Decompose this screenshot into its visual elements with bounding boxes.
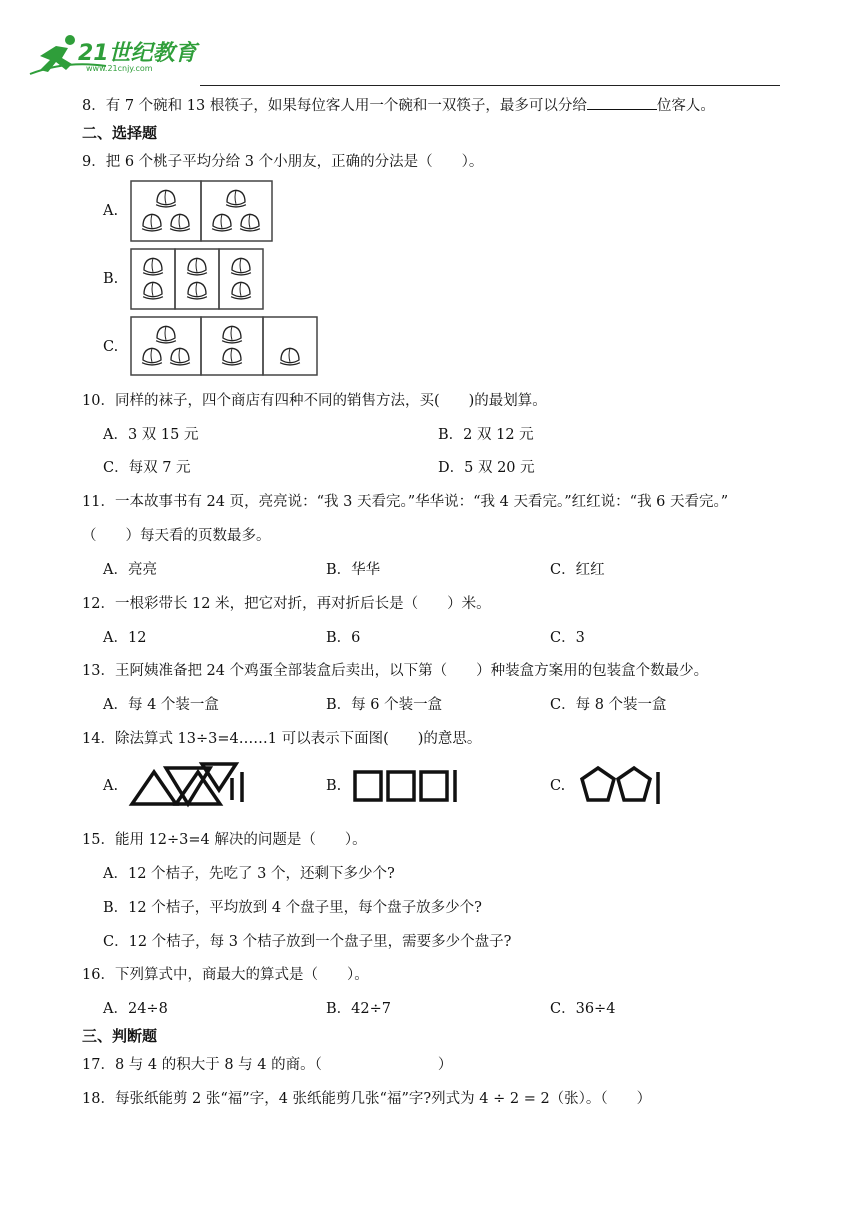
question-12-stem: 12．一根彩带长 12 米，把它对折，再对折后长是（ ）米。 xyxy=(82,596,491,612)
peach-icon xyxy=(156,190,176,207)
square-icon xyxy=(421,772,447,800)
peach-icon xyxy=(143,258,163,275)
q9-option-b-label: B. xyxy=(103,271,119,287)
peach-icon xyxy=(222,348,242,365)
plate-box xyxy=(263,317,317,375)
q12-option-a[interactable]: A．12 xyxy=(103,630,147,646)
q11-option-c[interactable]: C．红红 xyxy=(550,562,605,578)
q9-option-a-label: A. xyxy=(103,203,119,219)
section-3-heading: 三、判断题 xyxy=(82,1027,158,1045)
question-11-stem-line2: （ ）每天看的页数最多。 xyxy=(82,528,271,544)
logo-text: 21世纪教育 xyxy=(78,41,197,66)
q14-option-b-label: B. xyxy=(326,778,342,794)
q9-option-c-label: C. xyxy=(103,339,119,355)
q10-option-b[interactable]: B．2 双 12 元 xyxy=(438,427,534,443)
question-9-stem: 9．把 6 个桃子平均分给 3 个小朋友，正确的分法是（ ）。 xyxy=(82,154,484,170)
q10-option-c[interactable]: C．每双 7 元 xyxy=(103,460,191,476)
q10-option-a[interactable]: A．3 双 15 元 xyxy=(103,427,199,443)
q14-figure-triangles xyxy=(128,760,248,808)
square-icon xyxy=(355,772,381,800)
pentagon-icon xyxy=(582,768,614,800)
q14-option-a-label: A. xyxy=(103,778,119,794)
peach-icon xyxy=(231,282,251,299)
question-15-stem: 15．能用 12÷3=4 解决的问题是（ ）。 xyxy=(82,832,367,848)
question-18-stem: 18．每张纸能剪 2 张“福”字，4 张纸能剪几张“福”字?列式为 4 ÷ 2 = 2（张）。（ ） xyxy=(82,1091,652,1107)
peach-icon xyxy=(280,348,300,365)
q14-option-c-label: C. xyxy=(550,778,566,794)
question-13-stem: 13．王阿姨准备把 24 个鸡蛋全部装盒后卖出，以下第（ ）种装盒方案用的包装盒个数最少。 xyxy=(82,663,709,679)
q9-figure-c xyxy=(130,316,318,376)
q8-text-after: 位客人。 xyxy=(656,98,715,114)
question-11-stem: 11．一本故事书有 24 页，亮亮说：“我 3 天看完。”华华说：“我 4 天看完。”红红说：“我 6 天看完。” xyxy=(82,494,729,510)
q8-text: 8．有 7 个碗和 13 根筷子，如果每位客人用一个碗和一双筷子，最多可以分给 xyxy=(82,98,587,114)
peach-icon xyxy=(170,348,190,365)
peach-icon xyxy=(142,348,162,365)
q14-figure-squares xyxy=(352,768,460,804)
q15-option-b[interactable]: B．12 个桔子，平均放到 4 个盘子里，每个盘子放多少个? xyxy=(103,900,482,916)
logo-url: www.21cnjy.com xyxy=(86,64,153,73)
q9-figure-b xyxy=(130,248,264,310)
peach-icon xyxy=(143,282,163,299)
q12-option-b[interactable]: B．6 xyxy=(326,630,361,646)
question-16-stem: 16．下列算式中，商最大的算式是（ ）。 xyxy=(82,967,369,983)
peach-icon xyxy=(142,214,162,231)
q13-option-a[interactable]: A．每 4 个装一盒 xyxy=(103,697,219,713)
peach-icon xyxy=(170,214,190,231)
q13-option-b[interactable]: B．每 6 个装一盒 xyxy=(326,697,443,713)
peach-icon xyxy=(231,258,251,275)
section-2-heading: 二、选择题 xyxy=(82,124,158,142)
q16-option-a[interactable]: A．24÷8 xyxy=(103,1001,168,1017)
q15-option-c[interactable]: C．12 个桔子，每 3 个桔子放到一个盘子里，需要多少个盘子? xyxy=(103,934,512,950)
q11-option-b[interactable]: B．华华 xyxy=(326,562,381,578)
q16-option-c[interactable]: C．36÷4 xyxy=(550,1001,616,1017)
q16-option-b[interactable]: B．42÷7 xyxy=(326,1001,391,1017)
peach-icon xyxy=(156,326,176,343)
q8-answer-blank[interactable] xyxy=(587,95,657,110)
square-icon xyxy=(388,772,414,800)
question-10-stem: 10．同样的袜子，四个商店有四种不同的销售方法，买( )的最划算。 xyxy=(82,393,547,409)
q15-option-a[interactable]: A．12 个桔子，先吃了 3 个，还剩下多少个? xyxy=(103,866,395,882)
question-8 xyxy=(82,94,715,115)
q9-figure-a xyxy=(130,180,273,242)
peach-icon xyxy=(226,190,246,207)
peach-icon xyxy=(222,326,242,343)
q10-option-d[interactable]: D．5 双 20 元 xyxy=(438,460,535,476)
q14-figure-pentagons xyxy=(578,764,664,808)
q12-option-c[interactable]: C．3 xyxy=(550,630,585,646)
peach-icon xyxy=(240,214,260,231)
q11-option-a[interactable]: A．亮亮 xyxy=(103,562,157,578)
peach-icon xyxy=(187,282,207,299)
question-17-stem: 17．8 与 4 的积大于 8 与 4 的商。（ ） xyxy=(82,1057,453,1073)
site-logo xyxy=(26,30,196,78)
q13-option-c[interactable]: C．每 8 个装一盒 xyxy=(550,697,667,713)
peach-icon xyxy=(187,258,207,275)
question-14-stem: 14．除法算式 13÷3=4……1 可以表示下面图( )的意思。 xyxy=(82,731,482,747)
peach-icon xyxy=(212,214,232,231)
pentagon-icon xyxy=(618,768,650,800)
header-rule xyxy=(200,85,780,86)
